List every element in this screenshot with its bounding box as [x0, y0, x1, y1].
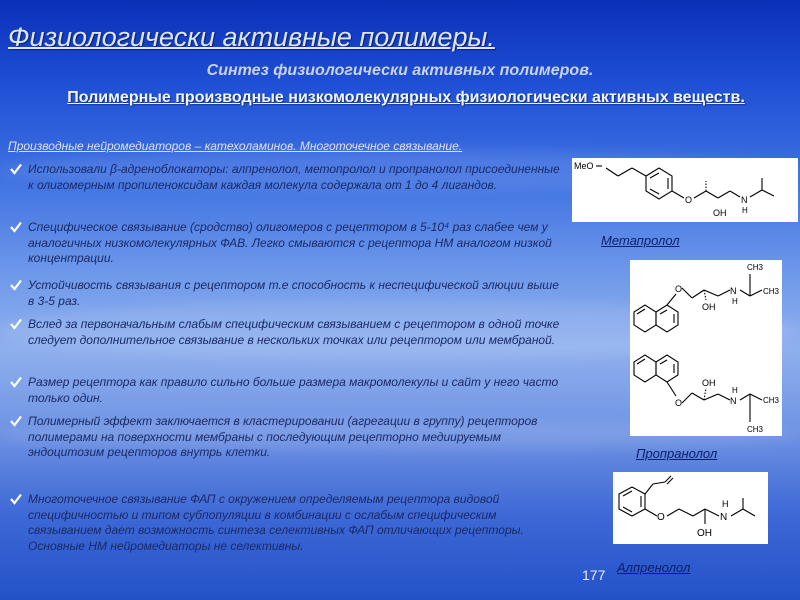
page-number: 177 — [582, 567, 606, 583]
checkmark-icon — [10, 415, 22, 427]
bullet-text: Полимерный эффект заключается в кластерировании (агрегации в группу) рецепторов полимерами на поверхности мембраны с последующим рецепторно медиируемым эндоцитозим рецепторов внутрь клетки. — [28, 414, 538, 460]
bullet-item — [10, 278, 565, 314]
subtitle-text: Синтез физиологически активных полимеров. — [206, 62, 594, 79]
methoxy-label: MeO — [574, 161, 594, 171]
bullet-item — [10, 414, 565, 489]
checkmark-icon — [10, 318, 22, 330]
amine-label: N — [741, 195, 748, 205]
ether-oxygen-label: O — [685, 195, 693, 205]
propranolol-oh-bottom: OH — [702, 378, 716, 388]
amine-h-label: H — [742, 206, 748, 215]
alprenolol-structure — [613, 472, 768, 544]
hydroxyl-label: OH — [713, 208, 727, 218]
bullet-text: Устойчивость связывания с рецептором т.е способность к неспецифической элюции выше в 3-5 раз. — [28, 278, 559, 308]
bullet-item — [10, 492, 565, 584]
checkmark-icon — [10, 376, 22, 388]
slide-subtitle — [0, 62, 800, 80]
intro-line: Производные нейромедиаторов – катехоламинов. Многоточечное связывание. — [8, 139, 463, 153]
bullet-item — [10, 162, 565, 217]
metoprolol-caption: Метапролол — [601, 233, 680, 248]
propranolol-caption: Пропранолол — [636, 446, 718, 461]
bullet-list — [10, 162, 565, 587]
checkmark-icon — [10, 163, 22, 175]
propranolol-oh-top: OH — [702, 302, 716, 312]
propranolol-ch3-bottom-a: CH3 — [763, 396, 780, 405]
propranolol-h-bottom: H — [732, 386, 738, 395]
propranolol-structure — [630, 260, 782, 436]
checkmark-icon — [10, 279, 22, 291]
slide-title: Физиологически активные полимеры. — [8, 22, 495, 52]
metoprolol-structure — [572, 158, 798, 222]
alprenolol-n-label: N — [720, 512, 728, 523]
bullet-text: Вслед за первоначальным слабым специфическим связыванием с рецептором в одной точке следует дополнительное связывание в нескольких точках или рецептором или мембраной. — [28, 317, 560, 347]
propranolol-o-top: O — [675, 284, 683, 294]
section-heading: Полимерные производные низкомолекулярных физиологически активных веществ. — [67, 89, 745, 106]
alprenolol-o-label: O — [657, 512, 665, 523]
propranolol-ch3-bottom-b: CH3 — [747, 425, 764, 434]
bullet-item — [10, 220, 565, 275]
propranolol-n-bottom: N — [730, 396, 737, 406]
propranolol-ch3-top-a: CH3 — [747, 263, 764, 272]
propranolol-n-top: N — [730, 286, 737, 296]
alprenolol-h-label: H — [722, 499, 729, 509]
checkmark-icon — [10, 493, 22, 505]
bullet-text: Использовали β-адреноблокаторы: алпренолол, метопролол и пропранолол присоединенные к олигомерным пропиленоксидам каждая молекула содержала от 1 до 4 лигандов. — [28, 162, 560, 192]
propranolol-o-bottom: O — [675, 398, 683, 408]
alprenolol-caption: Алпренолол — [617, 560, 691, 575]
bullet-item — [10, 317, 565, 372]
propranolol-svg — [630, 260, 782, 436]
propranolol-h-top: H — [732, 297, 738, 306]
bullet-text: Размер рецептора как правило сильно больше размера макромолекулы и сайт у него часто только один. — [28, 375, 559, 405]
alprenolol-svg — [613, 472, 768, 544]
bullet-text: Специфическое связывание (сродство) олигомеров с рецептором в 5-10⁴ раз слабее чем у аналогичных низкомолекулярных ФАВ. Легко смываются с рецептора НМ аналогом низкой концентрации. — [28, 220, 552, 266]
metoprolol-svg — [572, 158, 798, 222]
bullet-item — [10, 375, 565, 411]
bullet-text: Многоточечное связывание ФАП с окружением определяемым рецептора видовой специфичностью и типом субпопуляции в комбинации с ослабым специфическим связыванием дает возможность синтеза селективных ФАП отличающих рецепторы. Основные НМ нейромедиаторы не селективны. — [28, 492, 524, 553]
alprenolol-oh-label: OH — [697, 528, 712, 539]
checkmark-icon — [10, 221, 22, 233]
propranolol-ch3-top-b: CH3 — [763, 287, 780, 296]
